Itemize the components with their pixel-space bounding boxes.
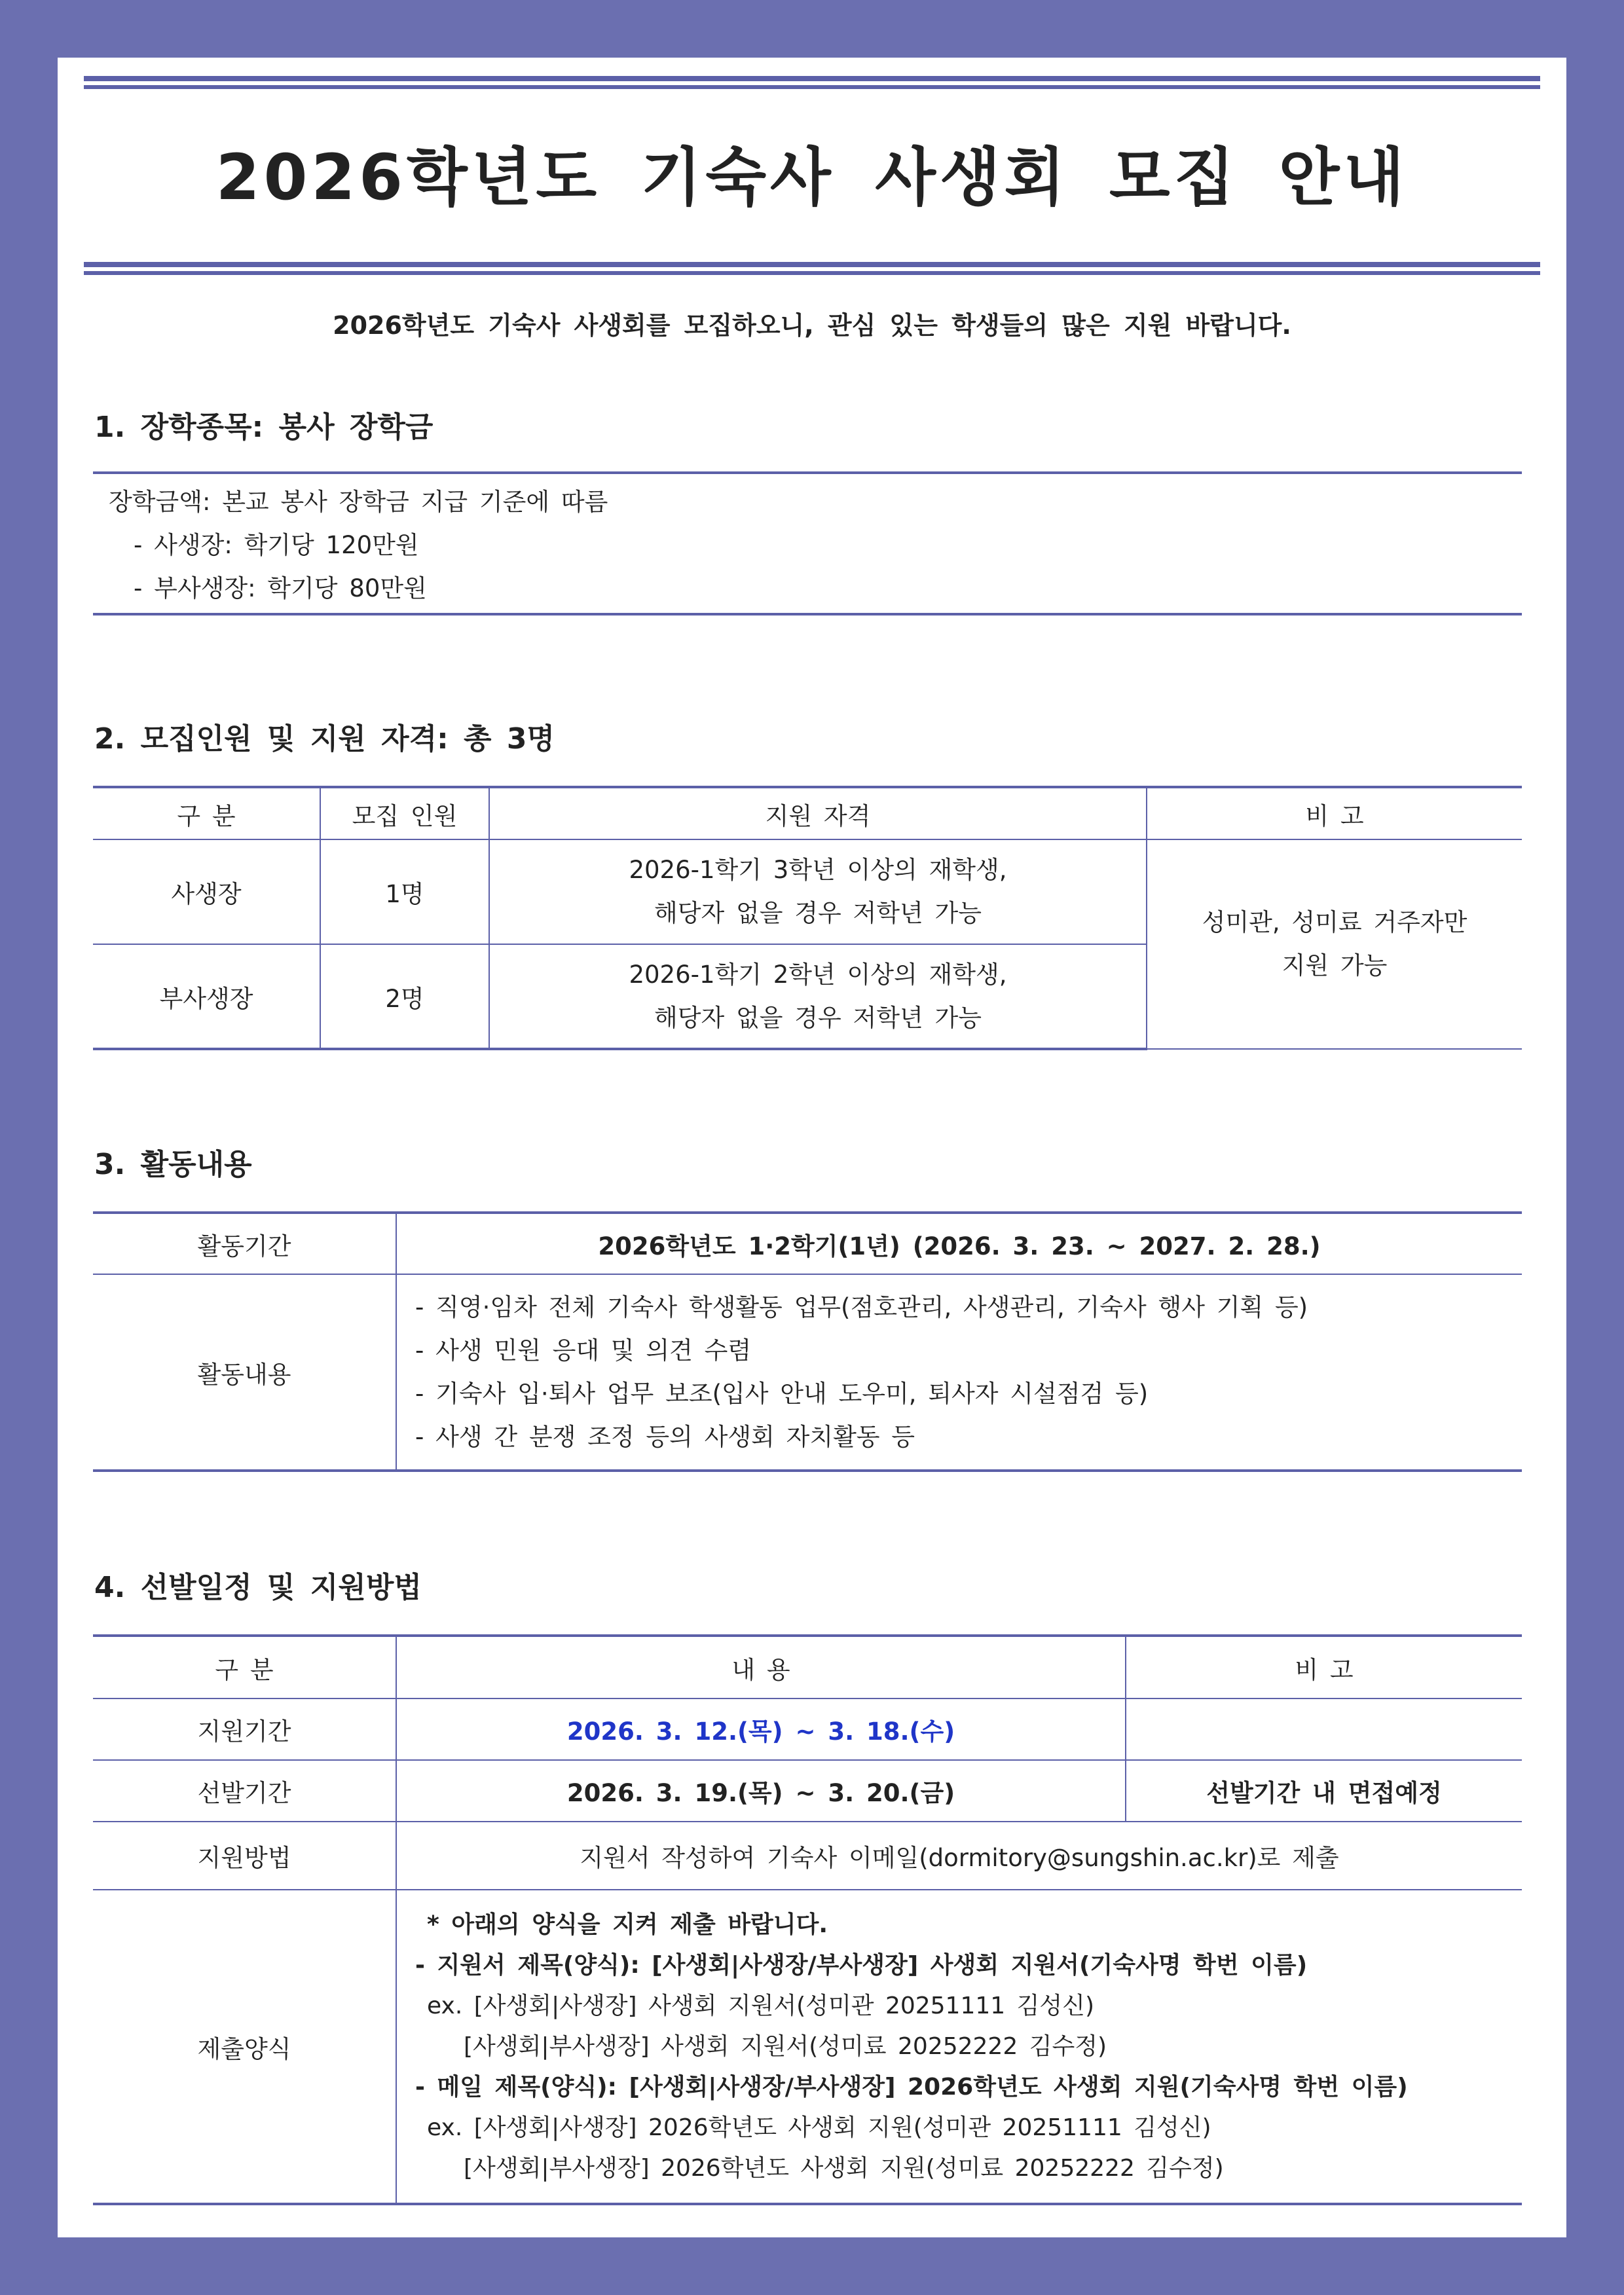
format-line: - 지원서 제목(양식): [사생회|사생장/부사생장] 사생회 지원서(기숙사명 학번 이름)	[415, 1951, 1308, 1979]
scholarship-amount: 장학금액: 본교 봉사 장학금 지급 기준에 따름	[109, 488, 608, 516]
select-note: 선발기간 내 면접예정	[1126, 1760, 1522, 1822]
title-block	[84, 76, 1540, 279]
role-cell: 사생장	[93, 839, 320, 944]
table-row	[93, 1760, 1522, 1822]
table-header: 내 용	[396, 1636, 1126, 1698]
content-item: - 기숙사 입·퇴사 업무 보조(입사 안내 도우미, 퇴사자 시설점검 등)	[415, 1379, 1149, 1408]
content-label: 활동내용	[93, 1274, 396, 1471]
table-header: 모집 인원	[320, 787, 489, 839]
note-line: 지원 가능	[1282, 951, 1388, 980]
table-row	[93, 1274, 1522, 1471]
format-line: [사생회|부사생장] 사생회 지원서(성미료 20252222 김수정)	[464, 2032, 1107, 2060]
count-cell: 1명	[320, 839, 489, 944]
section2-heading: 2. 모집인원 및 지원 자격: 총 3명	[94, 722, 555, 756]
recruitment-table	[93, 786, 1522, 1050]
scholarship-item: - 사생장: 학기당 120만원	[134, 531, 419, 559]
section4-heading: 4. 선발일정 및 지원방법	[94, 1571, 422, 1604]
title-bottom-rule	[84, 262, 1540, 279]
note-line: 성미관, 성미료 거주자만	[1202, 908, 1467, 936]
format-line: ex. [사생회|사생장] 2026학년도 사생회 지원(성미관 20251111 김성신)	[427, 2114, 1211, 2141]
table-header: 구 분	[93, 787, 320, 839]
apply-value: 2026. 3. 12.(목) ~ 3. 18.(수)	[396, 1698, 1126, 1760]
format-label: 제출양식	[93, 1890, 396, 2204]
format-line: * 아래의 양식을 지켜 제출 바랍니다.	[427, 1911, 828, 1938]
document-page	[58, 58, 1566, 2237]
qualification-line: 해당자 없을 경우 저학년 가능	[654, 899, 982, 927]
period-value: 2026학년도 1·2학기(1년) (2026. 3. 23. ~ 2027. 2. 28.)	[396, 1213, 1522, 1274]
note-cell	[1147, 839, 1522, 1049]
table-header-row	[93, 1636, 1522, 1698]
table-row	[93, 839, 1522, 944]
role-cell: 부사생장	[93, 944, 320, 1049]
table-header: 비 고	[1147, 787, 1522, 839]
table-row	[93, 1698, 1522, 1760]
table-row	[93, 1822, 1522, 1890]
qualification-cell	[489, 944, 1147, 1049]
table-header: 지원 자격	[489, 787, 1147, 839]
schedule-table	[93, 1634, 1522, 2205]
content-item: - 직영·임차 전체 기숙사 학생활동 업무(점호관리, 사생관리, 기숙사 행사 기획 등)	[415, 1293, 1308, 1321]
table-row	[93, 1890, 1522, 2204]
content-item: - 사생 민원 응대 및 의견 수렴	[415, 1336, 752, 1365]
select-label: 선발기간	[93, 1760, 396, 1822]
table-header: 구 분	[93, 1636, 396, 1698]
apply-label: 지원기간	[93, 1698, 396, 1760]
apply-note	[1126, 1698, 1522, 1760]
method-label: 지원방법	[93, 1822, 396, 1890]
intro-text: 2026학년도 기숙사 사생회를 모집하오니, 관심 있는 학생들의 많은 지원 바랍니다.	[333, 311, 1291, 340]
table-row	[93, 1213, 1522, 1274]
qualification-cell	[489, 839, 1147, 944]
format-line: [사생회|부사생장] 2026학년도 사생회 지원(성미료 20252222 김수정)	[464, 2154, 1224, 2182]
format-line: - 메일 제목(양식): [사생회|사생장/부사생장] 2026학년도 사생회 지원(기숙사명 학번 이름)	[415, 2073, 1408, 2101]
content-cell	[396, 1274, 1522, 1471]
format-cell	[396, 1890, 1522, 2204]
qualification-line: 2026-1학기 3학년 이상의 재학생,	[629, 856, 1007, 884]
format-line: ex. [사생회|사생장] 사생회 지원서(성미관 20251111 김성신)	[427, 1992, 1094, 2019]
content-item: - 사생 간 분쟁 조정 등의 사생회 자치활동 등	[415, 1422, 915, 1451]
select-value: 2026. 3. 19.(목) ~ 3. 20.(금)	[396, 1760, 1126, 1822]
count-cell: 2명	[320, 944, 489, 1049]
table-header-row	[93, 787, 1522, 839]
scholarship-box	[93, 471, 1522, 615]
table-header: 비 고	[1126, 1636, 1522, 1698]
page-title: 2026학년도 기숙사 사생회 모집 안내	[215, 141, 1409, 214]
section1-heading: 1. 장학종목: 봉사 장학금	[94, 411, 434, 444]
title-top-rule	[84, 76, 1540, 93]
qualification-line: 해당자 없을 경우 저학년 가능	[654, 1003, 982, 1032]
qualification-line: 2026-1학기 2학년 이상의 재학생,	[629, 960, 1007, 989]
period-label: 활동기간	[93, 1213, 396, 1274]
scholarship-item: - 부사생장: 학기당 80만원	[134, 574, 427, 602]
method-value: 지원서 작성하여 기숙사 이메일(dormitory@sungshin.ac.kr)로 제출	[396, 1822, 1522, 1890]
section3-heading: 3. 활동내용	[94, 1148, 252, 1181]
activity-table	[93, 1211, 1522, 1472]
